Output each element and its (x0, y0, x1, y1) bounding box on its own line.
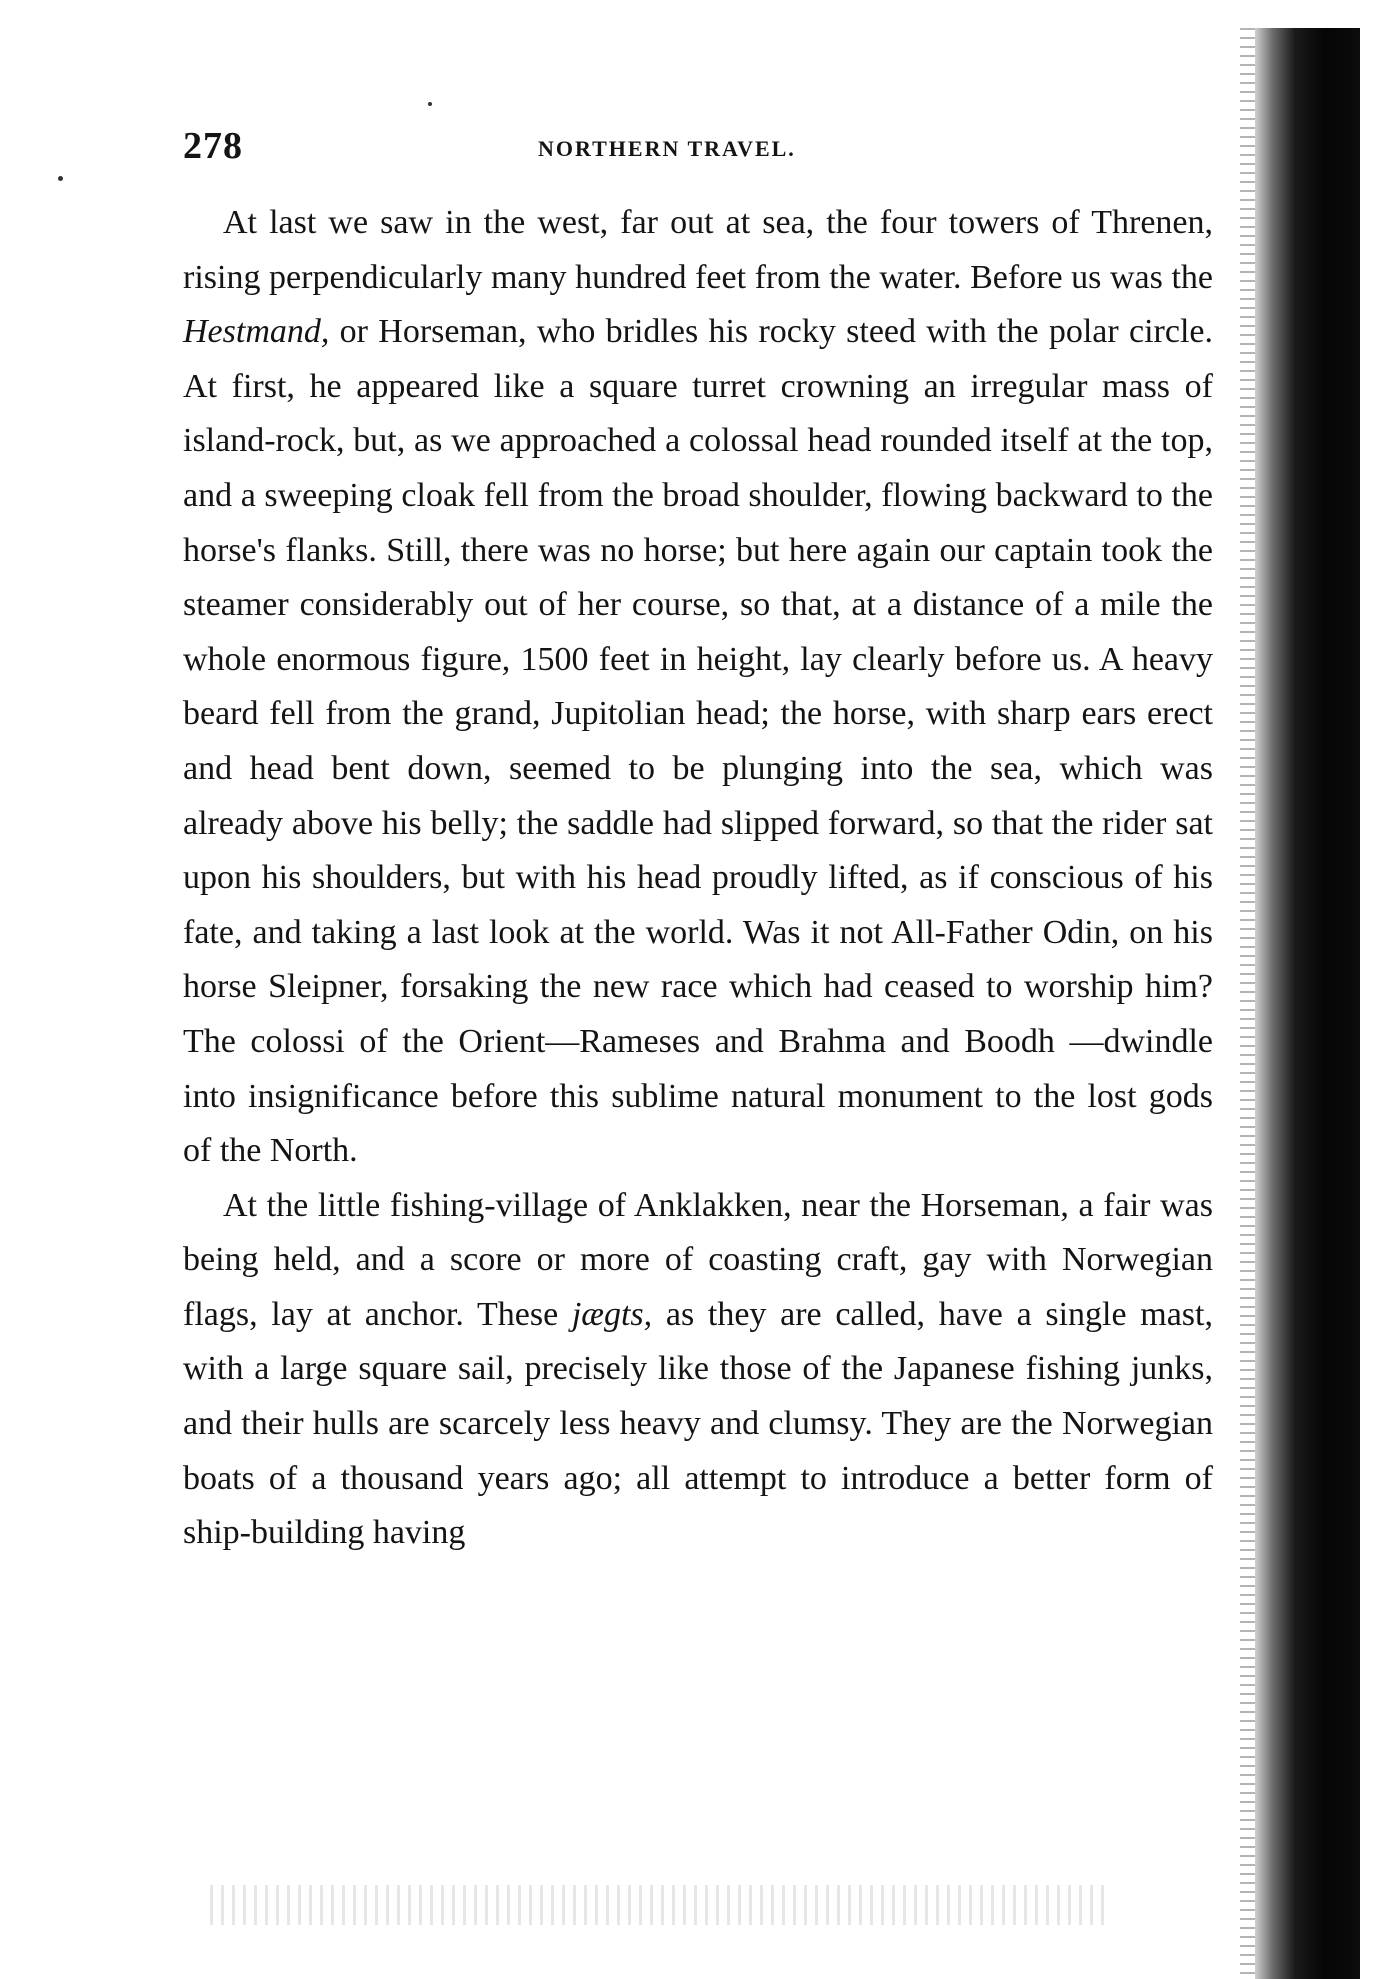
paragraph-2-italic-term: jægts, (571, 1295, 653, 1333)
scan-binding-shadow (1255, 28, 1360, 1979)
scan-speck (58, 176, 63, 181)
paragraph-1 (183, 196, 1213, 1179)
paragraph-2 (183, 1179, 1213, 1561)
paragraph-1-text-after: or Horseman, who bridles his rocky steed with the polar circle. At first, he appeared like a square turret crowning an irregular mass of island-rock, but, as we approached a colossal head rounded itself at the top, and a sweeping cloak fell from the broad shoulder, flowing backward to the horse's flanks. Still, there was no horse; but here again our captain took the steamer considerably out of her course, so that, at a distance of a mile the whole enormous figure, 1500 feet in height, lay clearly before us. A heavy beard fell from the grand, Jupitolian head; the horse, with sharp ears erect and head bent down, seemed to be plunging into the sea, which was already above his belly; the saddle had slipped forward, so that the rider sat upon his shoulders, but with his head proudly lifted, as if conscious of his fate, and taking a last look at the world. Was it not All-Father Odin, on his horse Sleipner, forsaking the new race which had ceased to worship him? The colossi of the Orient—Rameses and Brahma and Boodh —dwindle into insignificance before this sublime natural monument to the lost gods of the North. (183, 313, 1213, 1170)
paragraph-1-text: At last we saw in the west, far out at sea, the four towers of Threnen, rising perpendicularly many hundred feet from the water. Before us was the (183, 204, 1213, 296)
body-text (183, 196, 1213, 1561)
paragraph-2-text-after: as they are called, have a single mast, with a large square sail, precisely like those of the Japanese fishing junks, and their hulls are scarcely less heavy and clumsy. They are the Norwegian boats of a thousand years ago; all attempt to introduce a better form of ship-building having (183, 1295, 1213, 1552)
page-number: 278 (183, 125, 243, 167)
scan-bottom-noise (210, 1885, 1110, 1925)
paragraph-1-italic-term: Hestmand, (183, 313, 330, 351)
paragraph-2-text: At the little fishing-village of Anklakken, near the Horseman, a fair was being held, and a score or more of coasting craft, gay with Norwegian flags, lay at anchor. These (183, 1186, 1213, 1333)
scan-speck (428, 102, 432, 106)
page-header (183, 120, 1213, 180)
running-head: NORTHERN TRAVEL. (538, 136, 796, 161)
